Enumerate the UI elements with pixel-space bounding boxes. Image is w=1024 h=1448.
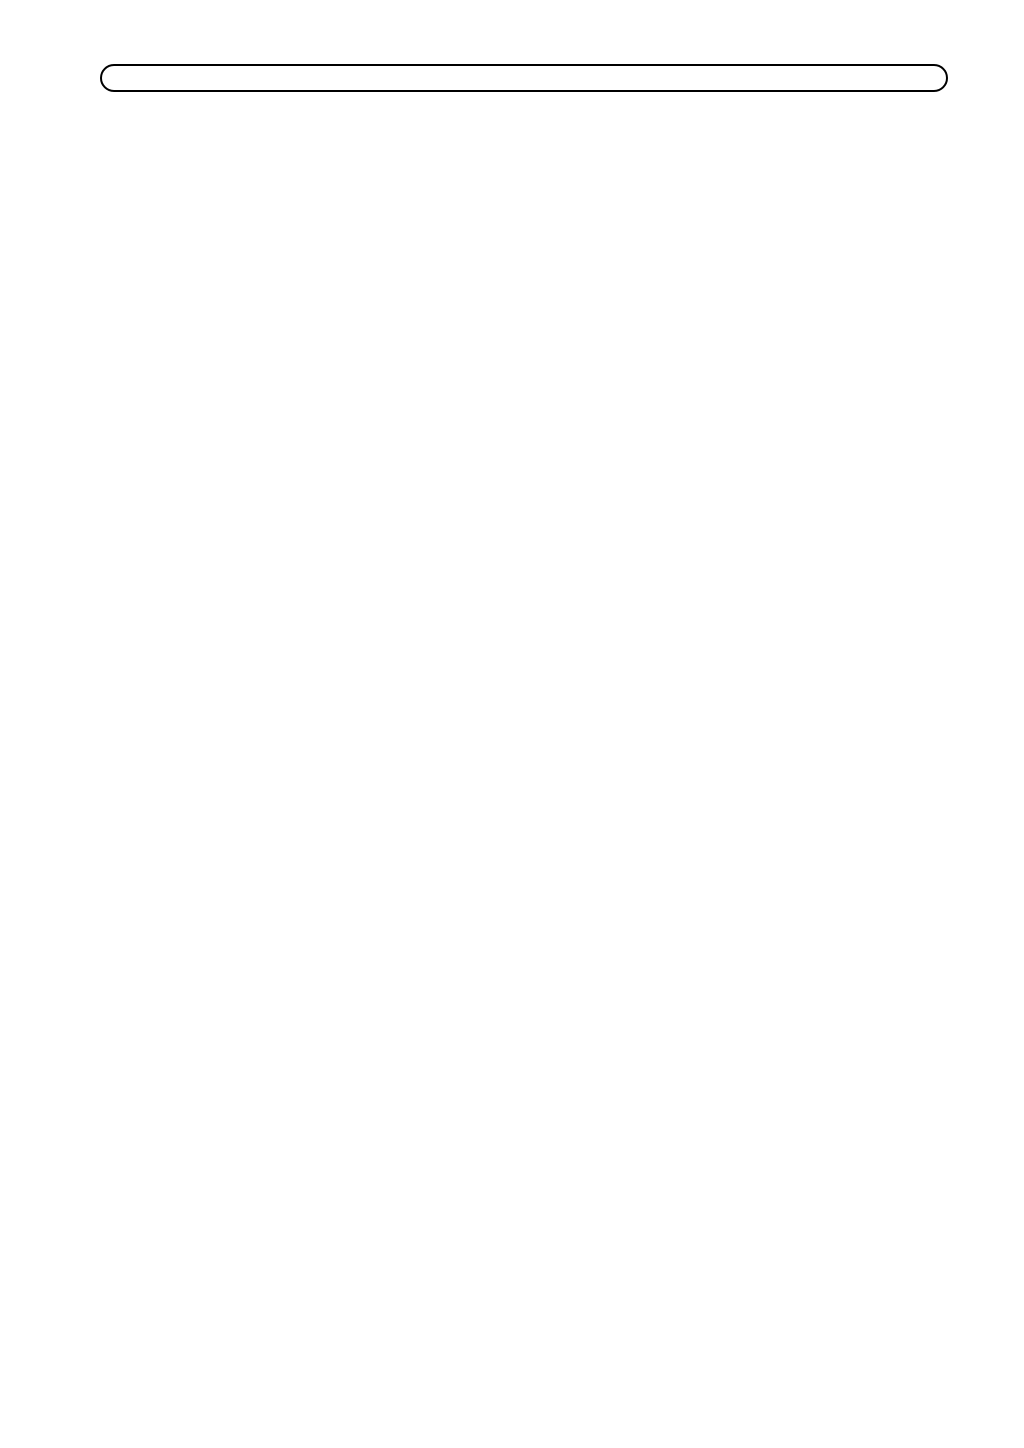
site-header-banner <box>100 64 948 92</box>
question-list <box>98 109 950 129</box>
